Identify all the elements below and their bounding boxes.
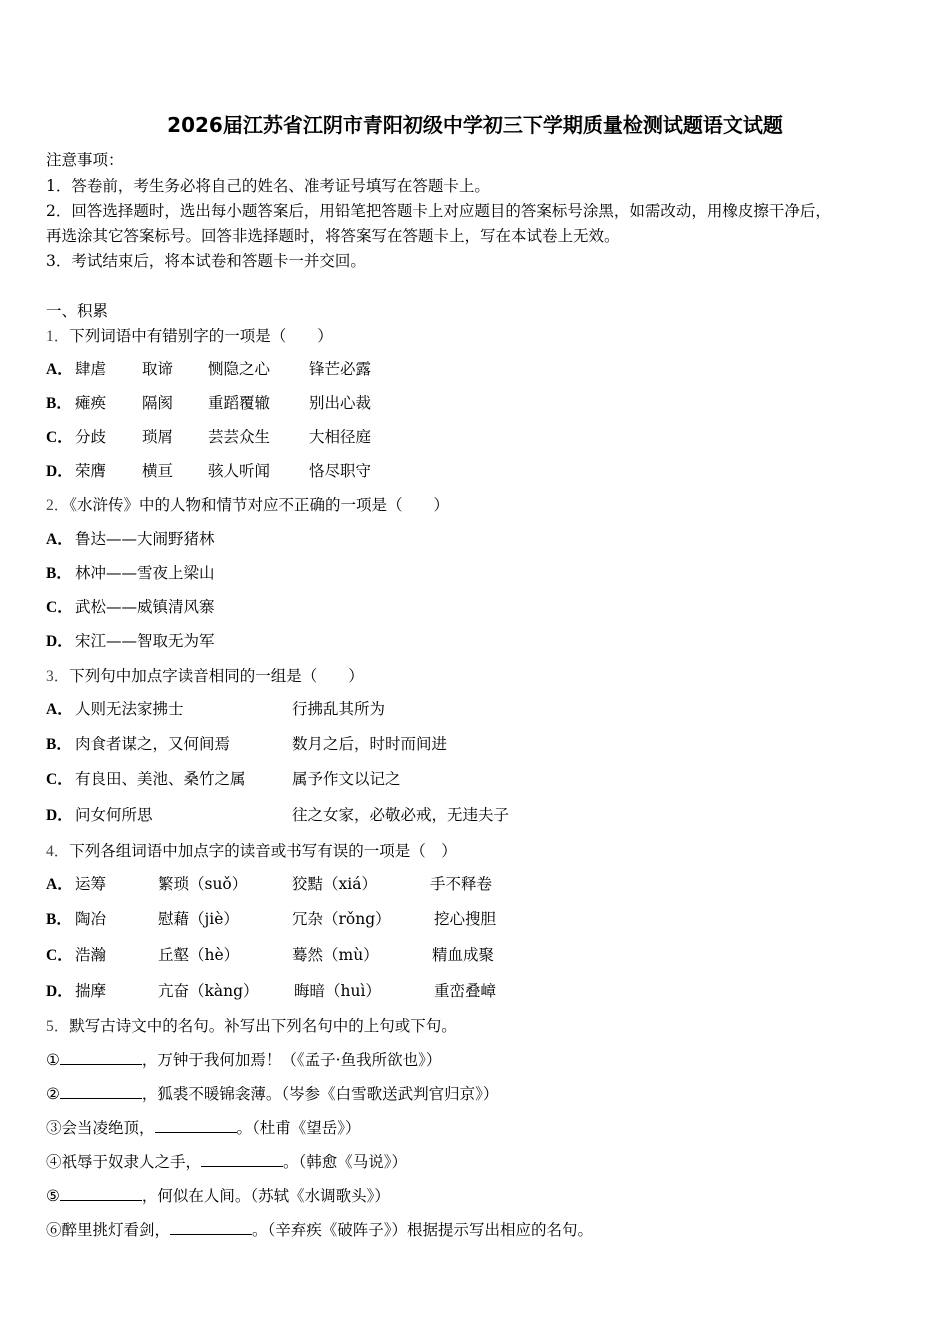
option-term: 肆虐 — [75, 360, 107, 378]
option-text: 武松——威镇清风寨 — [75, 598, 215, 616]
item-prefix: ④祇辱于奴隶人之手， — [46, 1153, 202, 1171]
option-term: 数月之后，时时而间进 — [292, 735, 448, 753]
question-text: 《水浒传》中的人物和情节对应不正确的一项是（ ） — [69, 496, 450, 514]
notice-item: 2．回答选择题时，选出每小题答案后，用铅笔把答题卡上对应题目的答案标号涂黑，如需改动，用橡皮擦干净后， — [46, 202, 831, 220]
answer-blank[interactable] — [60, 1186, 142, 1201]
option-b[interactable] — [46, 734, 906, 754]
option-term: 锋芒必露 — [309, 360, 372, 378]
item-prefix: ③会当凌绝顶， — [46, 1119, 155, 1137]
fill-blank-item — [46, 1220, 593, 1240]
option-term: 狡黠（xiá） — [292, 875, 377, 893]
option-c[interactable] — [46, 945, 906, 965]
option-term: 有良田、美池、桑竹之属 — [75, 770, 246, 788]
option-b[interactable] — [46, 393, 906, 413]
option-label: A． — [46, 531, 73, 548]
option-c[interactable] — [46, 427, 906, 447]
option-d[interactable] — [46, 981, 906, 1001]
page-title: 2026届江苏省江阴市青阳初级中学初三下学期质量检测试题语文试题 — [167, 113, 783, 137]
option-term: 揣摩 — [75, 982, 107, 1000]
option-term: 重峦叠嶂 — [434, 982, 497, 1000]
question-number: 1． — [46, 328, 70, 345]
option-term: 挖心搜胆 — [434, 910, 497, 928]
section-heading: 一、积累 — [46, 302, 109, 320]
option-term: 芸芸众生 — [208, 428, 271, 446]
option-term: 丘壑（hè） — [158, 946, 240, 964]
fill-blank-item — [46, 1186, 390, 1206]
option-label: B． — [46, 911, 72, 928]
option-term: 慰藉（jiè） — [158, 910, 239, 928]
option-term: 取谛 — [142, 360, 174, 378]
option-term: 骇人听闻 — [208, 462, 271, 480]
question-5-stem — [46, 1016, 457, 1037]
option-label: A． — [46, 361, 73, 378]
option-label: B． — [46, 736, 72, 753]
question-text: 下列句中加点字读音相同的一组是（ ） — [69, 667, 364, 685]
option-label: D． — [46, 807, 73, 824]
option-label: A． — [46, 876, 73, 893]
item-prefix: ⑤ — [46, 1187, 60, 1205]
option-term: 运筹 — [75, 875, 107, 893]
notice-item: 1．答卷前，考生务必将自己的姓名、准考证号填写在答题卡上。 — [46, 177, 490, 195]
fill-blank-item — [46, 1152, 407, 1172]
fill-blank-item — [46, 1084, 498, 1104]
option-label: D． — [46, 463, 73, 480]
answer-blank[interactable] — [60, 1050, 142, 1065]
option-a[interactable] — [46, 874, 906, 894]
option-term: 行拂乱其所为 — [292, 700, 386, 718]
option-text: 林冲——雪夜上梁山 — [75, 564, 215, 582]
option-c[interactable] — [46, 769, 906, 789]
option-term: 蓦然（mù） — [292, 946, 379, 964]
question-text: 下列词语中有错别字的一项是（ ） — [69, 327, 333, 345]
option-label: B． — [46, 395, 72, 412]
option-b[interactable] — [46, 563, 906, 583]
option-b[interactable] — [46, 909, 906, 929]
notice-item: 再选涂其它答案标号。回答非选择题时，将答案写在答题卡上，写在本试卷上无效。 — [46, 227, 620, 245]
notice-item: 3．考试结束后，将本试卷和答题卡一并交回。 — [46, 252, 366, 270]
option-term: 隔阂 — [142, 394, 174, 412]
question-2-stem — [46, 495, 449, 516]
option-label: C． — [46, 429, 73, 446]
item-suffix: 。（辛弃疾《破阵子》）根据提示写出相应的名句。 — [252, 1221, 594, 1239]
option-a[interactable] — [46, 359, 906, 379]
item-suffix: 。（杜甫《望岳》） — [236, 1119, 361, 1137]
question-number: 3． — [46, 668, 70, 685]
option-term: 横亘 — [142, 462, 174, 480]
question-text: 下列各组词语中加点字的读音或书写有误的一项是（ ） — [69, 842, 457, 860]
option-term: 精血成聚 — [432, 946, 495, 964]
question-number: 5． — [46, 1018, 70, 1035]
question-number: 2． — [46, 497, 70, 514]
option-d[interactable] — [46, 631, 906, 651]
option-term: 晦暗（huì） — [294, 982, 381, 1000]
answer-blank[interactable] — [170, 1220, 252, 1235]
question-4-stem — [46, 841, 457, 862]
item-prefix: ⑥醉里挑灯看剑， — [46, 1221, 171, 1239]
option-term: 重蹈覆辙 — [208, 394, 271, 412]
option-label: A． — [46, 701, 73, 718]
item-suffix: ，狐裘不暖锦衾薄。（岑参《白雪歌送武判官归京》） — [141, 1085, 499, 1103]
option-term: 恪尽职守 — [309, 462, 372, 480]
option-term: 属予作文以记之 — [292, 770, 401, 788]
option-term: 手不释卷 — [430, 875, 493, 893]
option-term: 分歧 — [75, 428, 107, 446]
option-label: C． — [46, 771, 73, 788]
option-term: 恻隐之心 — [208, 360, 271, 378]
option-term: 荣膺 — [75, 462, 107, 480]
option-term: 人则无法家拂士 — [75, 700, 184, 718]
option-term: 浩瀚 — [75, 946, 107, 964]
question-number: 4． — [46, 843, 70, 860]
option-term: 琐屑 — [142, 428, 174, 446]
option-a[interactable] — [46, 529, 906, 549]
option-term: 问女何所思 — [75, 806, 153, 824]
question-3-stem — [46, 666, 364, 687]
option-label: C． — [46, 599, 73, 616]
option-text: 宋江——智取无为军 — [75, 632, 215, 650]
option-term: 肉食者谋之，又何间焉 — [75, 735, 231, 753]
option-term: 陶冶 — [75, 910, 107, 928]
option-term: 大相径庭 — [309, 428, 372, 446]
option-term: 繁琐（suǒ） — [158, 875, 248, 893]
item-prefix: ① — [46, 1051, 60, 1069]
option-a[interactable] — [46, 699, 906, 719]
item-suffix: ，何似在人间。（苏轼《水调歌头》） — [141, 1187, 390, 1205]
answer-blank[interactable] — [155, 1118, 237, 1133]
option-label: B． — [46, 565, 72, 582]
option-label: C． — [46, 947, 73, 964]
option-term: 往之女家，必敬必戒，无违夫子 — [292, 806, 510, 824]
question-text: 默写古诗文中的名句。补写出下列名句中的上句或下句。 — [69, 1017, 457, 1035]
answer-blank[interactable] — [60, 1084, 142, 1099]
option-text: 鲁达——大闹野猪林 — [75, 530, 215, 548]
fill-blank-item — [46, 1050, 441, 1070]
option-term: 冗杂（rǒng） — [292, 910, 391, 928]
item-suffix: 。（韩愈《马说》） — [283, 1153, 408, 1171]
option-term: 亢奋（kàng） — [158, 982, 259, 1000]
notice-heading: 注意事项： — [46, 151, 124, 169]
option-label: D． — [46, 633, 73, 650]
option-label: D． — [46, 983, 73, 1000]
question-1-stem — [46, 326, 333, 347]
option-term: 别出心裁 — [309, 394, 372, 412]
item-suffix: ，万钟于我何加焉！（《孟子·鱼我所欲也》） — [141, 1051, 442, 1069]
option-d[interactable] — [46, 805, 906, 825]
item-prefix: ② — [46, 1085, 60, 1103]
option-term: 瘫痪 — [75, 394, 107, 412]
fill-blank-item — [46, 1118, 361, 1138]
option-c[interactable] — [46, 597, 906, 617]
answer-blank[interactable] — [201, 1152, 283, 1167]
option-d[interactable] — [46, 461, 906, 481]
